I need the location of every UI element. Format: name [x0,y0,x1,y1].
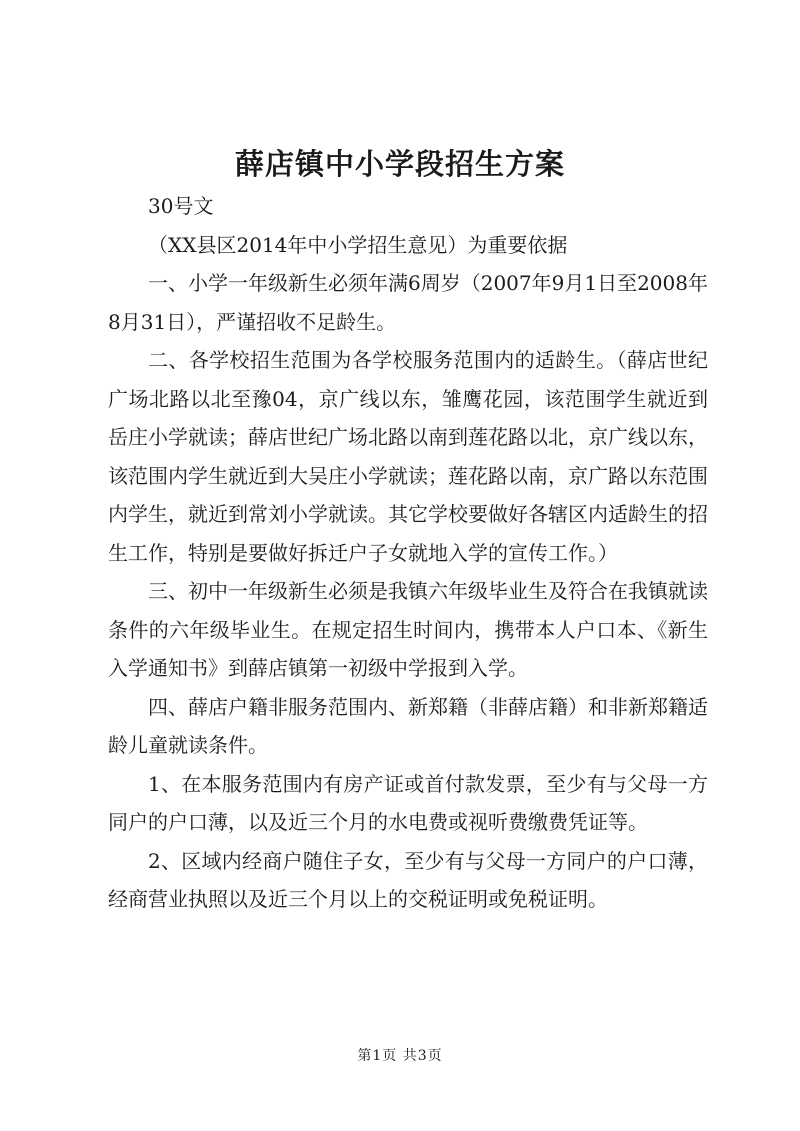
paragraph-item-2: 二、各学校招生范围为各学校服务范围内的适龄生。（薛店世纪广场北路以北至豫04，京广线以东，雏鹰花园，该范围学生就近到岳庄小学就读；薛店世纪广场北路以南到莲花路以北，京广线以东，该范围内学生就近到大吴庄小学就读；莲花路以南，京广路以东范围内学生，就近到常刘小学就读。其它学校要做好各辖区内适龄生的招生工作，特别是要做好拆迁户子女就地入学的宣传工作。） [108,348,708,565]
paragraph-sub-2: 2、区域内经商户随住子女，至少有与父母一方同户的户口薄，经商营业执照以及近三个月以上的交税证明或免税证明。 [108,848,708,911]
document-title: 薛店镇中小学段招生方案 [234,147,565,181]
paragraph-item-3: 三、初中一年级新生必须是我镇六年级毕业生及符合在我镇就读条件的六年级毕业生。在规定招生时间内，携带本人户口本、《新生入学通知书》到薛店镇第一初级中学报到入学。 [108,579,708,680]
page-footer: 第1页 共3页 [357,1048,443,1064]
paragraph-basis: （XX县区2014年中小学招生意见）为重要依据 [148,232,568,257]
paragraph-item-4: 四、薛店户籍非服务范围内、新郑籍（非薛店籍）和非新郑籍适龄儿童就读条件。 [108,694,708,757]
paragraph-reference: 30号文 [148,194,214,218]
document-body [108,187,708,919]
paragraph-sub-1: 1、在本服务范围内有房产证或首付款发票，至少有与父母一方同户的户口薄，以及近三个月的水电费或视听费缴费凭证等。 [108,771,708,834]
paragraph-item-1: 一、小学一年级新生必须年满6周岁（2007年9月1日至2008年8月31日），严谨招收不足龄生。 [108,271,708,334]
